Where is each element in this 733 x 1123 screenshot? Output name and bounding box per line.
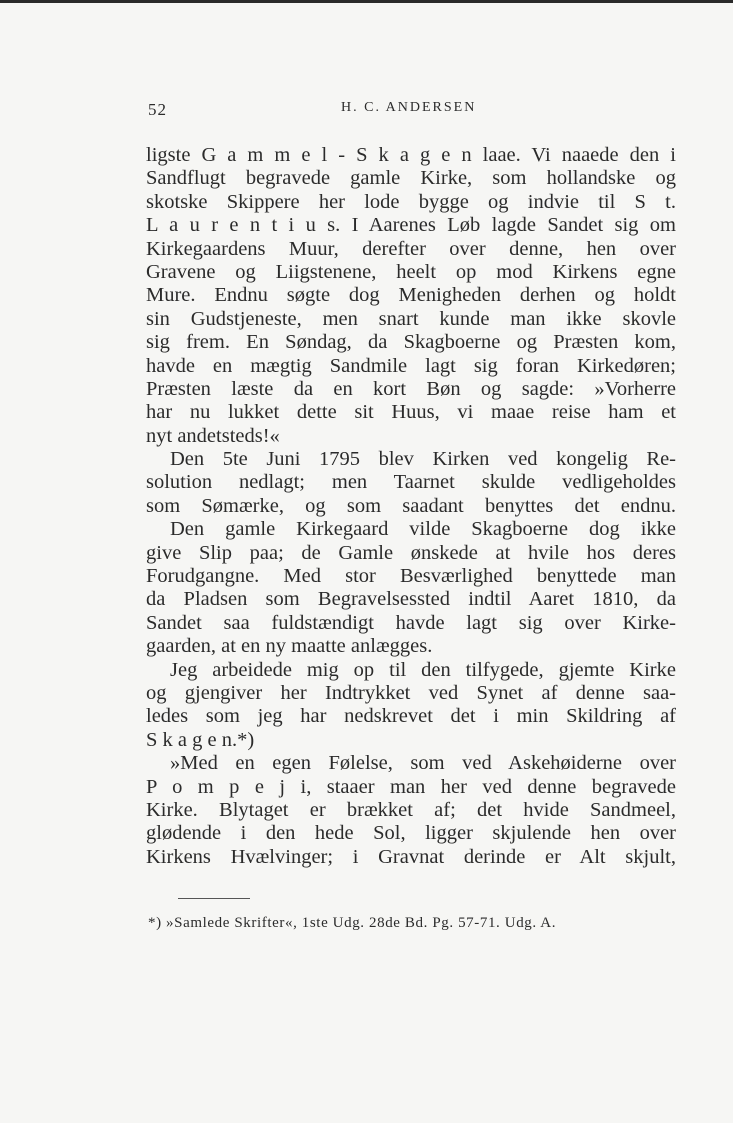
scan-top-edge — [0, 0, 733, 3]
text-line: Mure. Endnu søgte dog Menigheden derhen og holdt — [146, 284, 676, 307]
page-header — [148, 100, 678, 124]
text-line: som Sømærke, og som saadant benyttes det endnu. — [146, 494, 676, 517]
text-line: og gjengiver her Indtrykket ved Synet af denne saa- — [146, 681, 676, 704]
text-line: nyt andetsteds!« — [146, 424, 280, 447]
text-line: ligste G a m m e l - S k a g e n laae. Vi naaede den i — [146, 144, 676, 166]
body-text — [146, 144, 676, 869]
footnote: *) »Samlede Skrifter«, 1ste Udg. 28de Bd. Pg. 57-71. Udg. A. — [148, 915, 557, 931]
footnote-divider — [178, 898, 250, 899]
text-line: havde en mægtig Sandmile lagt sig foran Kirkedøren; — [146, 354, 676, 377]
text-line: Den 5te Juni 1795 blev Kirken ved kongelig Re- — [170, 448, 676, 471]
text-line: Den gamle Kirkegaard vilde Skagboerne dog ikke — [170, 518, 676, 541]
text-line: give Slip paa; de Gamle ønskede at hvile hos deres — [146, 541, 676, 564]
text-line: da Pladsen som Begravelsessted indtil Aaret 1810, da — [146, 588, 676, 611]
text-line: L a u r e n t i u s. I Aarenes Løb lagde Sandet sig om — [146, 214, 676, 237]
text-line: sin Gudstjeneste, men snart kunde man ikke skovle — [146, 307, 676, 330]
text-line: solution nedlagt; men Taarnet skulde vedligeholdes — [146, 471, 676, 494]
text-line: P o m p e j i, staaer man her ved denne begravede — [146, 775, 676, 798]
running-head: H. C. ANDERSEN — [341, 100, 477, 115]
page-number: 52 — [148, 100, 167, 119]
text-line: S k a g e n.*) — [146, 728, 255, 751]
text-line: skotske Skippere her lode bygge og indvie til S t. — [146, 190, 676, 213]
text-line: Gravene og Liigstenene, heelt op mod Kirkens egne — [146, 260, 676, 283]
text-line: Kirkegaardens Muur, derefter over denne, hen over — [146, 237, 676, 260]
text-line: gaarden, at en ny maatte anlægges. — [146, 635, 433, 658]
text-line: ledes som jeg har nedskrevet det i min Skildring af — [146, 705, 676, 728]
text-line: Kirkens Hvælvinger; i Gravnat derinde er Alt skjult, — [146, 845, 676, 868]
text-line: Præsten læste da en kort Bøn og sagde: »Vorherre — [146, 377, 676, 400]
text-line: Jeg arbeidede mig op til den tilfygede, gjemte Kirke — [170, 658, 676, 681]
text-line: glødende i den hede Sol, ligger skjulende hen over — [146, 822, 676, 845]
text-line: »Med en egen Følelse, som ved Askehøiderne over — [170, 752, 676, 775]
text-line: Kirke. Blytaget er brækket af; det hvide Sandmeel, — [146, 798, 676, 821]
text-line: Forudgangne. Med stor Besværlighed benyttede man — [146, 565, 676, 588]
text-line: har nu lukket dette sit Huus, vi maae reise ham et — [146, 401, 676, 424]
text-line: sig frem. En Søndag, da Skagboerne og Præsten kom, — [146, 331, 676, 354]
text-line: Sandflugt begravede gamle Kirke, som hollandske og — [146, 167, 676, 190]
text-line: Sandet saa fuldstændigt havde lagt sig over Kirke- — [146, 611, 676, 634]
